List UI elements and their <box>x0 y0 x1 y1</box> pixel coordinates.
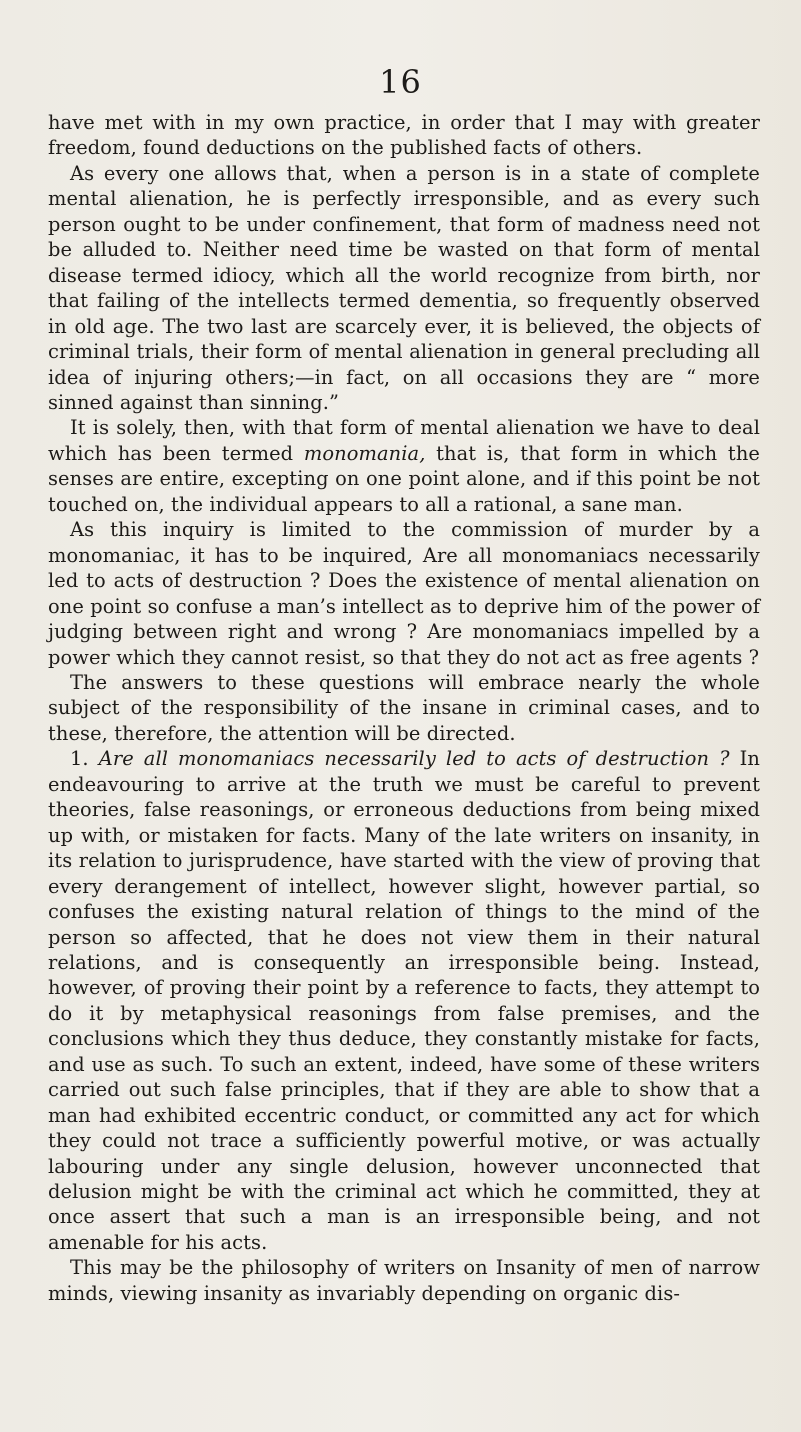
paragraph-2: As every one allows that, when a person is in a state of complete mental alienation, he is perfectly irresponsible, and as every such person ought to be under confinement, that form of madness need not be alluded to. Neither need time be wasted on that form of mental disease termed idiocy, which all the world recognize from birth, nor that failing of the intellects termed dementia, so frequently observed in old age. The two last are scarcely ever, it is believed, the objects of criminal trials, their form of mental alienation in general precluding all idea of injuring others;—in fact, on all occasions they are “ more sinned against than sinning.” <box>48 161 760 414</box>
paragraph-1: have met with in my own practice, in order that I may with greater freedom, found deductions on the published facts of others. <box>48 111 760 160</box>
paragraph-3 <box>48 415 760 517</box>
paragraph-6-rest: In endeavouring to arrive at the truth we must be careful to prevent theories, false reasonings, or erroneous deductions from being mixed up with, or mistaken for facts. Many of the late writers on insanity, in its relation to jurisprudence, have started with the view of proving that every derangement of intellect, however slight, however partial, so confuses the existing natural relation of things to the mind of the person so affected, that he does not view them in their natural relations, and is consequently an irresponsible being. Instead, however, of proving their point by a reference to facts, they attempt to do it by metaphysical reasonings from false premises, and the conclusions which they thus deduce, they constantly mistake for facts, and use as such. To such an extent, indeed, have some of these writers carried out such false principles, that if they are able to show that a man had exhibited eccentric conduct, or committed any act for which they could not trace a sufficiently powerful motive, or was actually labouring under any single delusion, however unconnected that delusion might be with the criminal act which he committed, they at once assert that such a man is an irresponsible being, and not amenable for his acts. <box>48 747 760 1254</box>
paragraph-3-lead: It is solely, then, with that form of mental alienation we have to deal which has been termed <box>48 416 760 465</box>
paragraph-6 <box>48 746 760 1255</box>
section-number: 1. <box>70 747 99 771</box>
paragraph-5: The answers to these questions will embrace nearly the whole subject of the responsibility of the insane in criminal cases, and to these, therefore, the attention will be directed. <box>48 670 760 745</box>
paragraph-4: As this inquiry is limited to the commission of murder by a monomaniac, it has to be inquired, Are all monomaniacs necessarily led to acts of destruction ? Does the existence of mental alienation on one point so confuse a man’s intellect as to deprive him of the power of judging between right and wrong ? Are monomaniacs impelled by a power which they cannot resist, so that they do not act as free agents ? <box>48 518 760 669</box>
paragraph-7: This may be the philosophy of writers on Insanity of men of narrow minds, viewing insanity as invariably depending on organic dis- <box>48 1256 760 1305</box>
section-heading: Are all monomaniacs necessarily led to acts of destruction ? <box>98 747 730 771</box>
body-text <box>48 110 760 1306</box>
paragraph-3-rest: that is, that form in which the senses are entire, excepting on one point alone, and if this point be not touched on, the individual appears to all a rational, a sane man. <box>48 441 760 516</box>
page-number: 16 <box>379 63 422 101</box>
term-monomania: monomania, <box>303 441 426 465</box>
